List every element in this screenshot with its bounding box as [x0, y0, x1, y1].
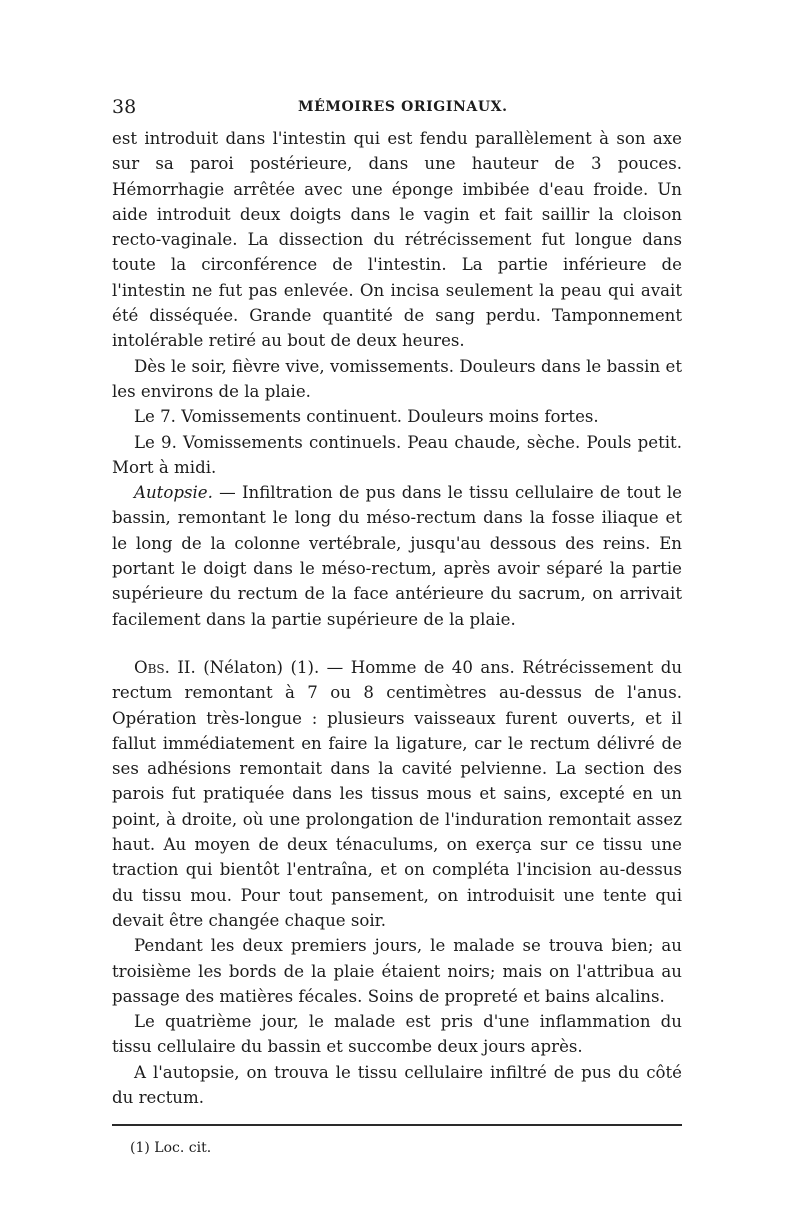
- footnote: (1) Loc. cit.: [130, 1140, 212, 1157]
- footnote-rule: [112, 1124, 682, 1126]
- autopsy-text: — Infiltration de pus dans le tissu cellulaire de tout le bassin, remontant le long du méso-rectum dans la fosse iliaque et le long de la colonne vertébrale, jusqu'au dessous des reins. En portant le doigt dans le méso-rectum, après avoir séparé la partie supérieure du rectum de la face antérieure du sacrum, on arrivait facilement dans la partie supérieure de la plaie.: [112, 483, 682, 629]
- page-number: 38: [112, 96, 137, 118]
- paragraph-final-autopsy: A l'autopsie, on trouva le tissu cellulaire infiltré de pus du côté du rectum.: [112, 1062, 682, 1107]
- observation-label: Obs. II.: [134, 657, 196, 677]
- paragraph-autopsy: [112, 480, 682, 632]
- paragraph-evening: Dès le soir, fièvre vive, vomissements. Douleurs dans le bassin et les environs de la plaie.: [112, 356, 682, 401]
- book-page: [112, 96, 682, 1158]
- paragraph-day-9: Le 9. Vomissements continuels. Peau chaude, sèche. Pouls petit. Mort à midi.: [112, 432, 682, 477]
- observation-text: (Nélaton) (1). — Homme de 40 ans. Rétrécissement du rectum remontant à 7 ou 8 centimètres au-dessus de l'anus. Opération très-longue : plusieurs vaisseaux furent ouverts, et il fallut immédiatement en faire la ligature, car le rectum délivré de ses adhésions remontait dans la cavité pelvienne. La section des parois fut pratiquée dans les tissus mous et sains, excepté en un point, à droite, où une prolongation de l'induration remontait assez haut. Au moyen de deux ténaculums, on exerça sur ce tissu une traction qui bientôt l'entraîna, et on compléta l'incision au-dessus du tissu mou. Pour tout pansement, on introduisit une tente qui devait être changée chaque soir.: [112, 657, 683, 930]
- paragraph-fourth-day: Le quatrième jour, le malade est pris d'une inflammation du tissu cellulaire du bassin et succombe deux jours après.: [112, 1012, 682, 1057]
- running-head: [112, 96, 682, 122]
- paragraph-day-7: Le 7. Vomissements continuent. Douleurs moins fortes.: [134, 407, 599, 427]
- header-title: MÉMOIRES ORIGINAUX.: [298, 99, 508, 115]
- paragraph-first-days: Pendant les deux premiers jours, le malade se trouva bien; au troisième les bords de la plaie étaient noirs; mais on l'attribua au passage des matières fécales. Soins de propreté et bains alcalins.: [112, 936, 682, 1006]
- autopsy-label: Autopsie.: [134, 483, 213, 503]
- paragraph-procedure: est introduit dans l'intestin qui est fendu parallèlement à son axe sur sa paroi postérieure, dans une hauteur de 3 pouces. Hémorrhagie arrêtée avec une éponge imbibée d'eau froide. Un aide introduit deux doigts dans le vagin et fait saillir la cloison recto-vaginale. La dissection du rétrécissement fut longue dans toute la circonférence de l'intestin. La partie inférieure de l'intestin ne fut pas enlevée. On incisa seulement la peau qui avait été disséquée. Grande quantité de sang perdu. Tamponnement intolérable retiré au bout de deux heures.: [112, 129, 682, 351]
- paragraph-observation-2: [112, 655, 682, 933]
